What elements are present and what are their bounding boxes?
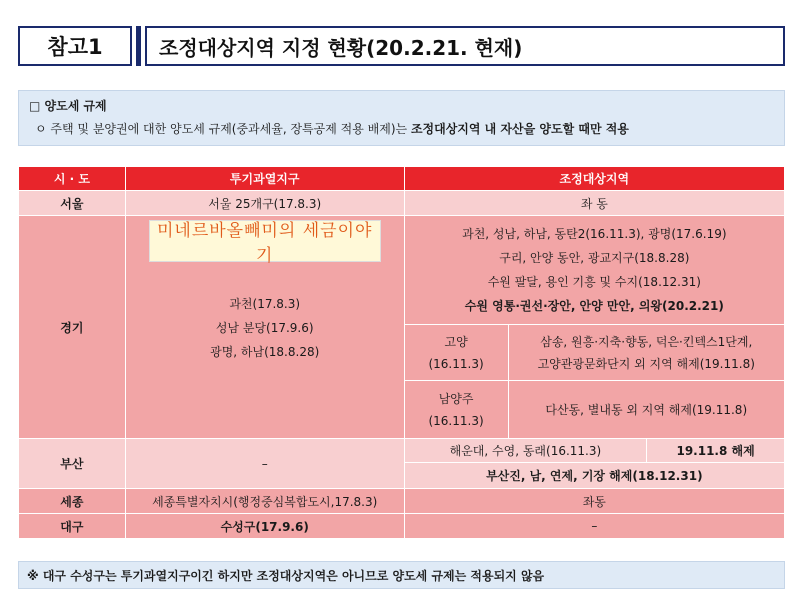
header-adjustment: 조정대상지역 [404, 167, 784, 191]
header-region: 시 · 도 [19, 167, 126, 191]
goyang-detail-line: 삼송, 원흥·지축·향동, 덕은·킨텍스1단계, [540, 334, 753, 349]
header-speculation: 투기과열지구 [125, 167, 404, 191]
namyangju-label [404, 381, 508, 439]
adjustment-seoul: 좌 동 [404, 191, 784, 216]
speculation-gyeonggi [125, 216, 404, 439]
footnote: ※ 대구 수성구는 투기과열지구이긴 하지만 조정대상지역은 아니므로 양도세 규제는 적용되지 않음 [18, 561, 785, 589]
table-row-daegu [19, 514, 785, 539]
speculation-sejong: 세종특별자치시(행정중심복합도시,17.8.3) [125, 489, 404, 514]
speculation-busan: – [125, 439, 404, 489]
notice-bold-text: 조정대상지역 내 자산을 양도할 때만 적용 [410, 122, 629, 136]
speculation-daegu: 수성구(17.9.6) [125, 514, 404, 539]
notice-text: 주택 및 분양권에 대한 양도세 규제(중과세율, 장특공제 적용 배제)는 [50, 122, 408, 136]
goyang-detail-line: 고양관광문화단지 외 지역 해제(19.11.8) [537, 356, 755, 371]
region-gyeonggi: 경기 [19, 216, 126, 439]
notice-line [29, 120, 774, 137]
speculation-line: 과천(17.8.3) [229, 297, 301, 311]
adjustment-line-new: 수원 영통·권선·장안, 안양 만안, 의왕(20.2.21) [464, 299, 724, 313]
designation-table [18, 166, 785, 539]
notice-heading: □ 양도세 규제 [29, 99, 107, 113]
namyangju-date: (16.11.3) [428, 413, 484, 428]
busan-release: 19.11.8 해제 [647, 439, 785, 463]
adjustment-sejong: 좌동 [404, 489, 784, 514]
goyang-date: (16.11.3) [428, 356, 484, 371]
adjustment-daegu: – [404, 514, 784, 539]
table-row-busan [19, 439, 785, 463]
namyangju-name: 남양주 [438, 391, 474, 406]
speculation-line: 성남 분당(17.9.6) [215, 321, 314, 335]
goyang-name: 고양 [444, 334, 468, 349]
region-busan: 부산 [19, 439, 126, 489]
table-row-seoul [19, 191, 785, 216]
region-daegu: 대구 [19, 514, 126, 539]
region-seoul: 서울 [19, 191, 126, 216]
goyang-label [404, 325, 508, 381]
speculation-seoul: 서울 25개구(17.8.3) [125, 191, 404, 216]
table-header-row [19, 167, 785, 191]
page-title: 조정대상지역 지정 현황(20.2.21. 현재) [145, 26, 785, 66]
table-row-gyeonggi [19, 216, 785, 325]
namyangju-detail: 다산동, 별내동 외 지역 해제(19.11.8) [508, 381, 784, 439]
title-bar [18, 26, 785, 66]
adjustment-line: 수원 팔달, 용인 기흥 및 수지(18.12.31) [487, 275, 701, 289]
table-row-sejong [19, 489, 785, 514]
reference-label: 참고1 [18, 26, 132, 66]
title-divider [136, 26, 141, 66]
adjustment-gyeonggi [404, 216, 784, 325]
adjustment-line: 구리, 안양 동안, 광교지구(18.8.28) [499, 251, 690, 265]
busan-area: 해운대, 수영, 동래(16.11.3) [404, 439, 647, 463]
transfer-tax-notice [18, 90, 785, 146]
blog-banner: 미네르바올빼미의 세금이야기 [149, 220, 381, 262]
notice-bullet: ㅇ [35, 122, 47, 136]
speculation-line: 광명, 하남(18.8.28) [210, 345, 320, 359]
goyang-detail [508, 325, 784, 381]
region-sejong: 세종 [19, 489, 126, 514]
busan-release-2: 부산진, 남, 연제, 기장 해제(18.12.31) [404, 463, 784, 489]
adjustment-line: 과천, 성남, 하남, 동탄2(16.11.3), 광명(17.6.19) [462, 227, 727, 241]
